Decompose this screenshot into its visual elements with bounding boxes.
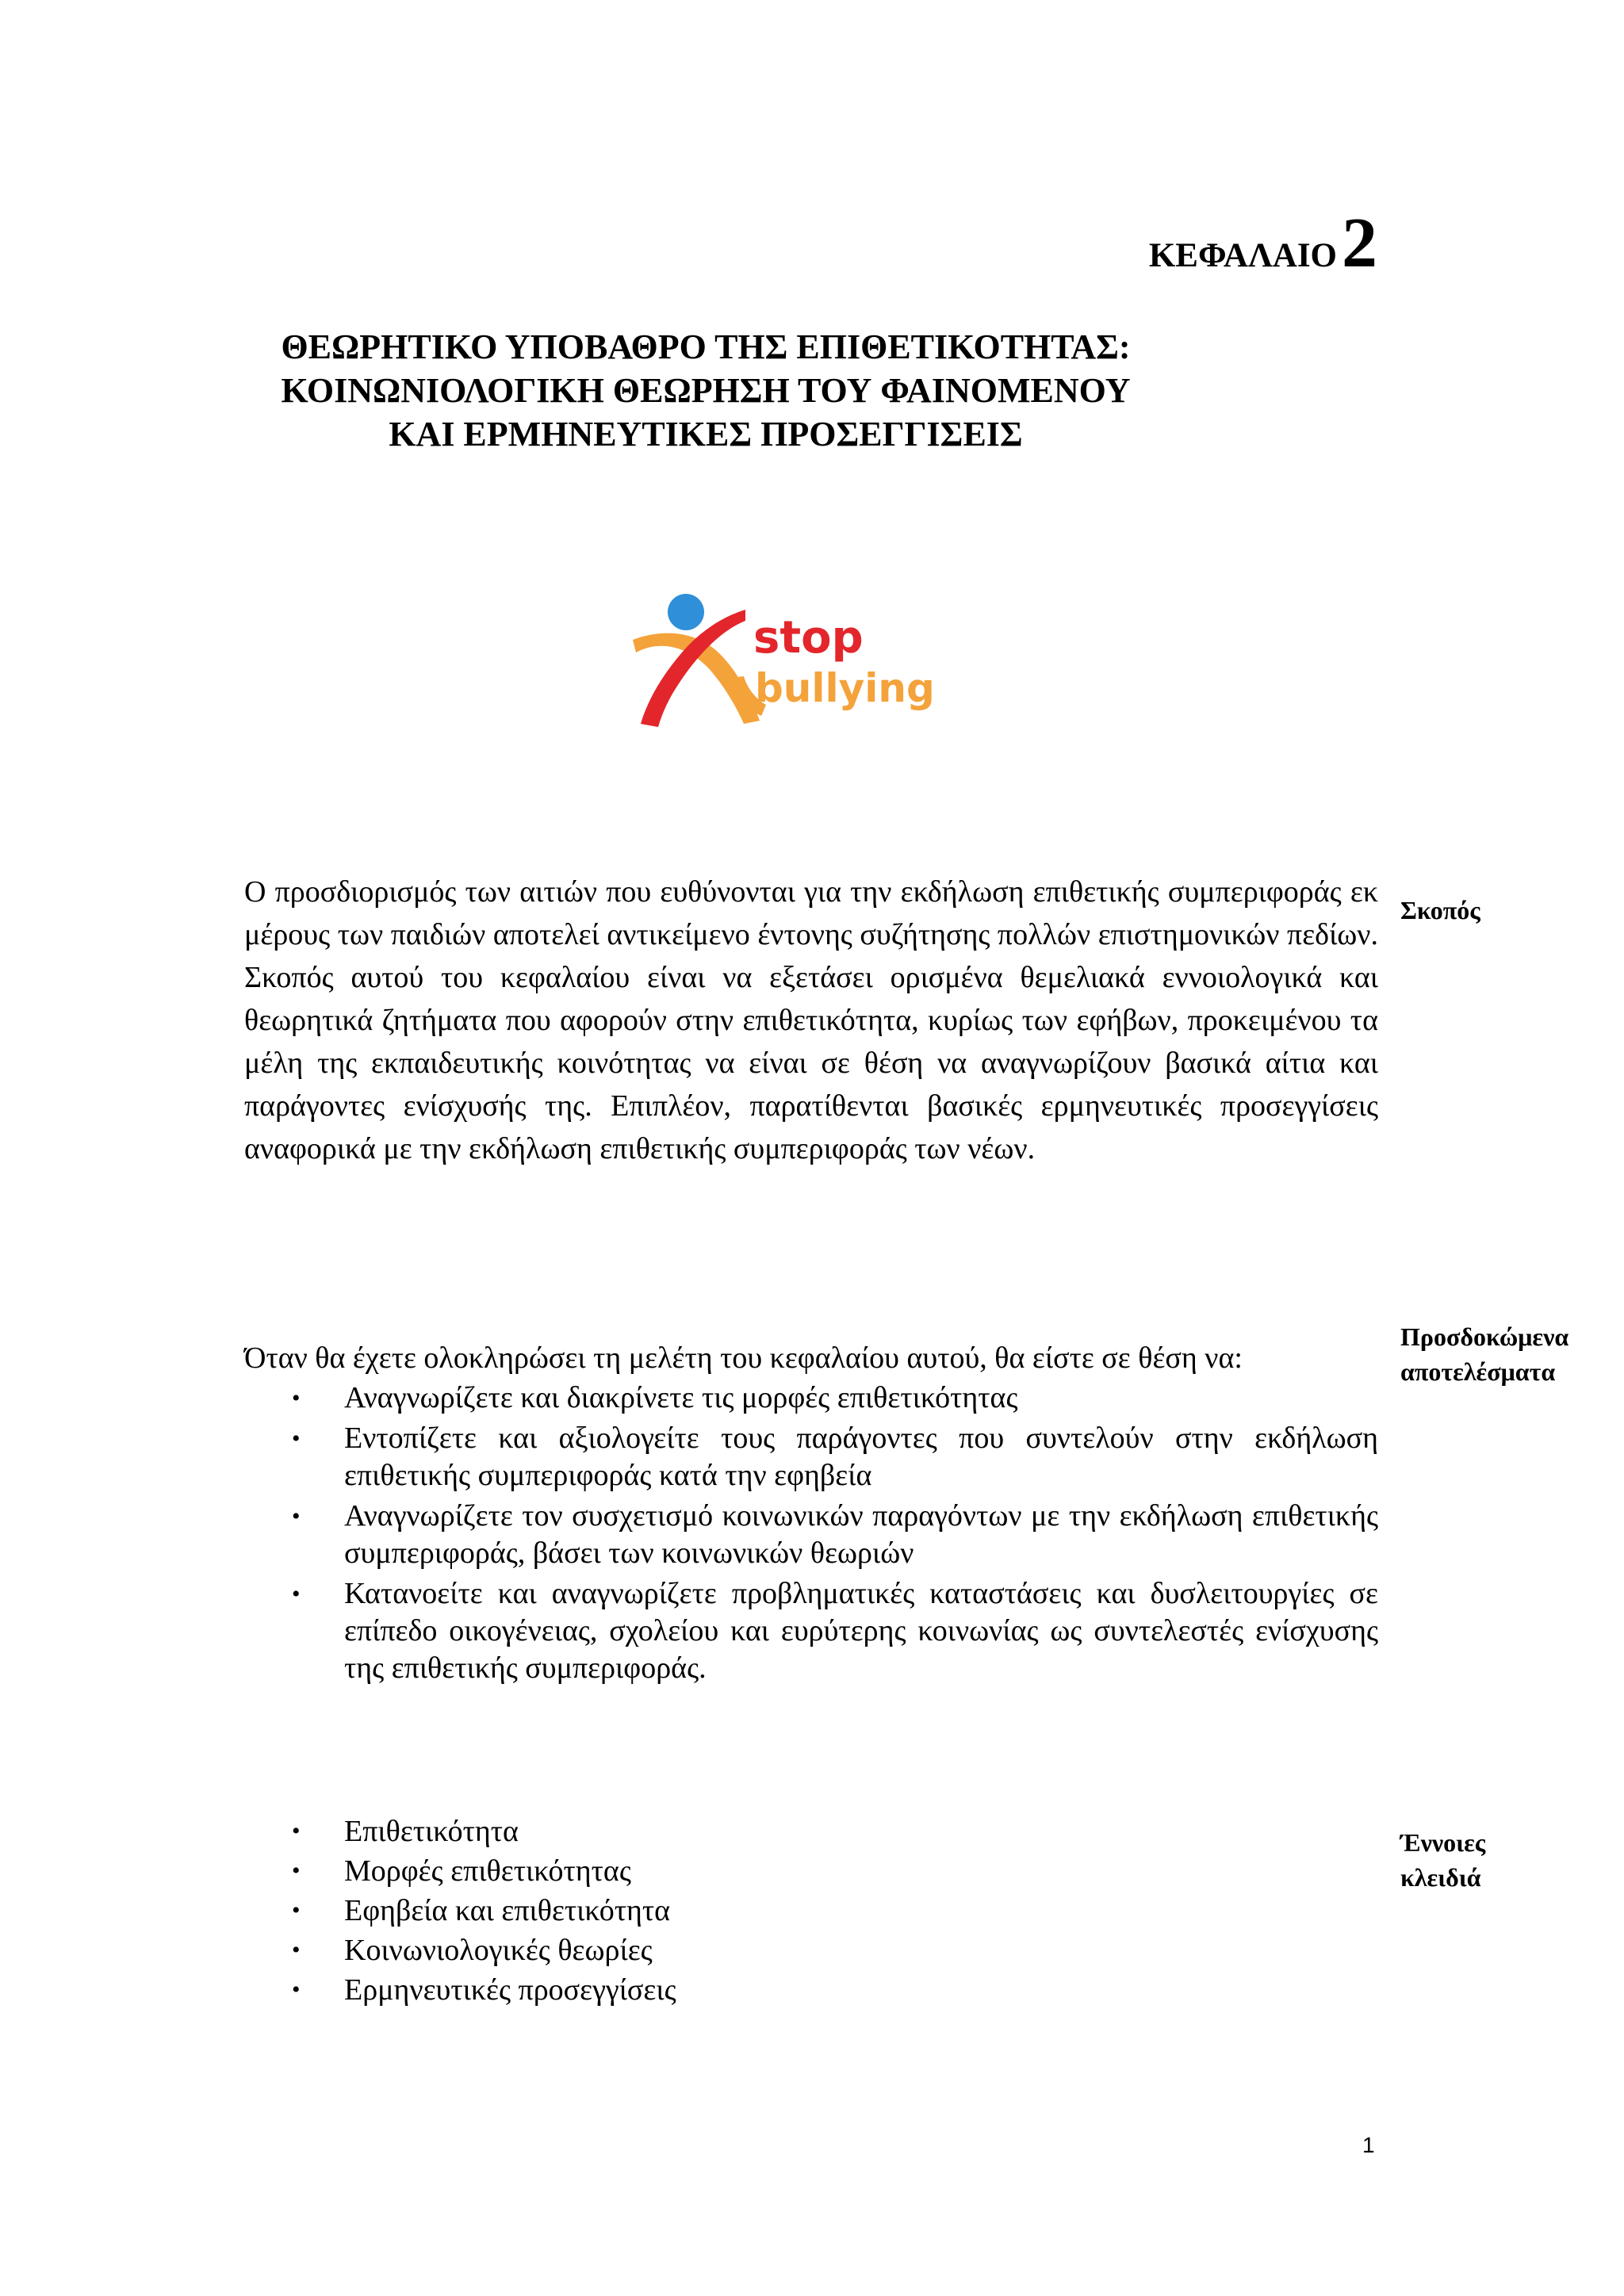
list-item-text: Εντοπίζετε και αξιολογείτε τους παράγοντες που συντελούν στην εκδήλωση επιθετικής συμπεριφοράς κατά την εφηβεία bbox=[344, 1422, 1378, 1492]
list-item bbox=[244, 1970, 676, 2010]
list-item-text: Αναγνωρίζετε τον συσχετισμό κοινωνικών παραγόντων με την εκδήλωση επιθετικής συμπεριφοράς, βάσει των κοινωνικών θεωριών bbox=[344, 1499, 1378, 1570]
purpose-paragraph: Ο προσδιορισμός των αιτιών που ευθύνονται για την εκδήλωση επιθετικής συμπεριφοράς εκ μέρους των παιδιών αποτελεί αντικείμενο έντονης συζήτησης πολλών επιστημονικών πεδίων. Σκοπός αυτού του κεφαλαίου είναι να εξετάσει ορισμένα θεμελιακά εννοιολογικά και θεωρητικά ζητήματα που αφορούν στην επιθετικότητα, κυρίως των εφήβων, προκειμένου τα μέλη της εκπαιδευτικής κοινότητας να είναι σε θέση να αναγνωρίζουν βασικά αίτια και παράγοντες ενίσχυσής της. Επιπλέον, παρατίθενται βασικές ερμηνευτικές προσεγγίσεις αναφορικά με την εκδήλωση επιθετικής συμπεριφοράς των νέων. bbox=[244, 875, 1378, 1165]
list-item bbox=[244, 1380, 1378, 1417]
outcomes-label-line: Προσδοκώμενα bbox=[1400, 1322, 1569, 1351]
outcomes-label bbox=[1400, 1319, 1568, 1389]
keywords-label-line: κλειδιά bbox=[1400, 1863, 1481, 1892]
stop-bullying-logo bbox=[626, 583, 936, 733]
outcomes-label-line: αποτελέσματα bbox=[1400, 1357, 1556, 1386]
list-item bbox=[244, 1851, 676, 1891]
chapter-title-line: ΚΟΙΝΩΝΙΟΛΟΓΙΚΗ ΘΕΩΡΗΣΗ ΤΟΥ ΦΑΙΝΟΜΕΝΟΥ bbox=[281, 371, 1131, 410]
logo-stop-text: stop bbox=[753, 612, 864, 664]
chapter-number: 2 bbox=[1342, 204, 1377, 282]
outcomes-list bbox=[244, 1380, 1378, 1690]
chapter-title-line: ΚΑΙ ΕΡΜΗΝΕΥΤΙΚΕΣ ΠΡΟΣΕΓΓΙΣΕΙΣ bbox=[389, 415, 1023, 453]
bullet: • bbox=[292, 1818, 301, 1844]
bullet: • bbox=[292, 1425, 301, 1452]
bullet: • bbox=[292, 1503, 301, 1529]
list-item bbox=[244, 1931, 676, 1970]
bullet: • bbox=[292, 1385, 301, 1411]
bullet: • bbox=[292, 1581, 301, 1607]
list-item bbox=[244, 1891, 676, 1931]
outcomes-intro: Όταν θα έχετε ολοκληρώσει τη μελέτη του κεφαλαίου αυτού, θα είστε σε θέση να: bbox=[244, 1341, 1243, 1375]
list-item bbox=[244, 1575, 1378, 1687]
list-item bbox=[244, 1812, 676, 1851]
bullet: • bbox=[292, 1897, 301, 1923]
list-item-text: Εφηβεία και επιθετικότητα bbox=[344, 1894, 671, 1927]
list-item bbox=[244, 1420, 1378, 1494]
logo-bullying-text: bullying bbox=[755, 665, 935, 711]
keywords-label bbox=[1400, 1825, 1485, 1895]
chapter-title bbox=[238, 325, 1174, 456]
list-item-text: Κοινωνιολογικές θεωρίες bbox=[344, 1934, 653, 1967]
bullet: • bbox=[292, 1976, 301, 2003]
bullet: • bbox=[292, 1937, 301, 1963]
list-item-text: Μορφές επιθετικότητας bbox=[344, 1854, 631, 1888]
page-number: 1 bbox=[1362, 2133, 1375, 2157]
list-item-text: Αναγνωρίζετε και διακρίνετε τις μορφές επιθετικότητας bbox=[344, 1381, 1018, 1414]
keywords-label-line: Έννοιες bbox=[1400, 1828, 1486, 1857]
chapter-word: ΚΕΦΑΛΑΙΟ bbox=[1148, 237, 1337, 274]
logo-head-circle bbox=[668, 594, 704, 630]
bullet: • bbox=[292, 1858, 301, 1884]
list-item-text: Κατανοείτε και αναγνωρίζετε προβληματικές καταστάσεις και δυσλειτουργίες σε επίπεδο οικογένειας, σχολείου και ευρύτερης κοινωνίας ως συντελεστές ενίσχυσης της επιθετικής συμπεριφοράς. bbox=[344, 1577, 1378, 1685]
chapter-heading bbox=[1148, 204, 1377, 282]
list-item bbox=[244, 1498, 1378, 1572]
purpose-label: Σκοπός bbox=[1400, 896, 1480, 924]
list-item-text: Ερμηνευτικές προσεγγίσεις bbox=[344, 1973, 676, 2007]
chapter-title-line: ΘΕΩΡΗΤΙΚΟ ΥΠΟΒΑΘΡΟ ΤΗΣ ΕΠΙΘΕΤΙΚΟΤΗΤΑΣ: bbox=[281, 327, 1131, 366]
keywords-list bbox=[244, 1812, 676, 2010]
list-item-text: Επιθετικότητα bbox=[344, 1815, 519, 1848]
